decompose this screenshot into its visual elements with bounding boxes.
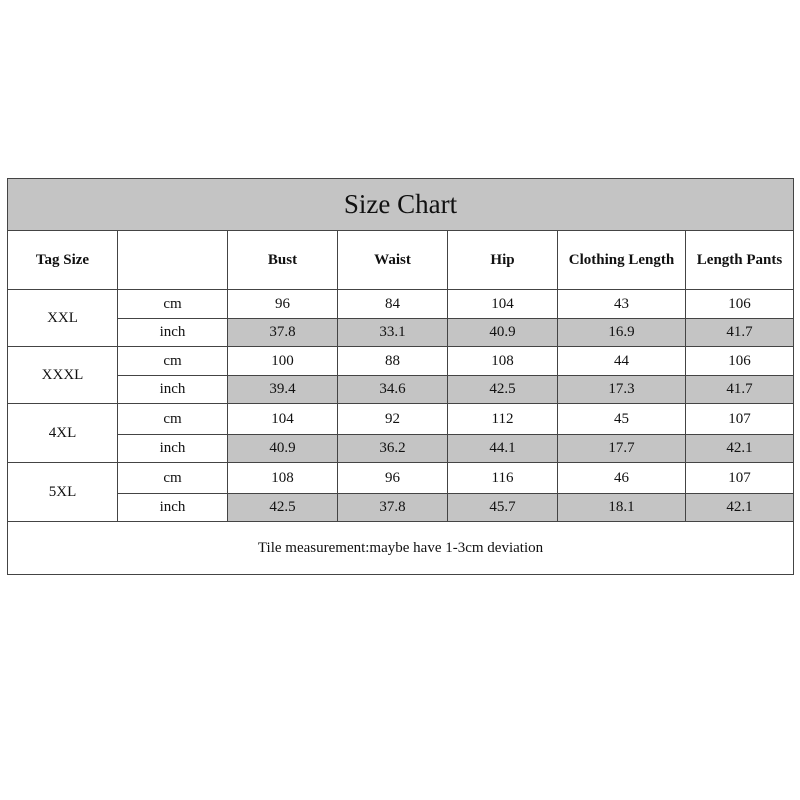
header-row <box>8 231 794 290</box>
col-header-bust: Bust <box>228 231 338 290</box>
table-row <box>8 319 794 347</box>
measurement-cell: 84 <box>338 290 448 319</box>
measurement-cell: 40.9 <box>228 435 338 463</box>
size-tag-cell: XXL <box>8 290 118 347</box>
table-row <box>8 463 794 494</box>
table-row <box>8 290 794 319</box>
unit-cell: inch <box>118 376 228 404</box>
table-row <box>8 376 794 404</box>
measurement-cell: 46 <box>558 463 686 494</box>
table-row <box>8 347 794 376</box>
measurement-cell: 92 <box>338 404 448 435</box>
unit-cell: cm <box>118 404 228 435</box>
table-row <box>8 494 794 522</box>
measurement-cell: 107 <box>686 463 794 494</box>
measurement-cell: 44.1 <box>448 435 558 463</box>
unit-cell: inch <box>118 435 228 463</box>
col-header-clothing-length: Clothing Length <box>558 231 686 290</box>
col-header-length-pants: Length Pants <box>686 231 794 290</box>
unit-cell: inch <box>118 494 228 522</box>
measurement-cell: 96 <box>228 290 338 319</box>
measurement-cell: 42.5 <box>228 494 338 522</box>
measurement-cell: 96 <box>338 463 448 494</box>
measurement-cell: 40.9 <box>448 319 558 347</box>
measurement-cell: 41.7 <box>686 319 794 347</box>
size-chart-table <box>7 178 794 575</box>
size-tag-cell: 5XL <box>8 463 118 522</box>
measurement-cell: 17.7 <box>558 435 686 463</box>
measurement-note: Tile measurement:maybe have 1-3cm deviation <box>8 522 794 575</box>
measurement-cell: 43 <box>558 290 686 319</box>
measurement-cell: 104 <box>448 290 558 319</box>
measurement-cell: 45.7 <box>448 494 558 522</box>
measurement-cell: 106 <box>686 347 794 376</box>
col-header-unit <box>118 231 228 290</box>
table-row <box>8 404 794 435</box>
measurement-cell: 106 <box>686 290 794 319</box>
unit-cell: cm <box>118 347 228 376</box>
unit-cell: cm <box>118 290 228 319</box>
chart-title: Size Chart <box>8 179 794 231</box>
measurement-cell: 104 <box>228 404 338 435</box>
measurement-cell: 42.5 <box>448 376 558 404</box>
unit-cell: cm <box>118 463 228 494</box>
measurement-cell: 18.1 <box>558 494 686 522</box>
measurement-cell: 42.1 <box>686 494 794 522</box>
measurement-cell: 34.6 <box>338 376 448 404</box>
measurement-cell: 37.8 <box>228 319 338 347</box>
measurement-cell: 108 <box>448 347 558 376</box>
col-header-waist: Waist <box>338 231 448 290</box>
unit-cell: inch <box>118 319 228 347</box>
measurement-cell: 39.4 <box>228 376 338 404</box>
measurement-cell: 44 <box>558 347 686 376</box>
measurement-cell: 108 <box>228 463 338 494</box>
measurement-cell: 17.3 <box>558 376 686 404</box>
measurement-cell: 42.1 <box>686 435 794 463</box>
size-tag-cell: XXXL <box>8 347 118 404</box>
measurement-cell: 36.2 <box>338 435 448 463</box>
measurement-cell: 116 <box>448 463 558 494</box>
measurement-cell: 107 <box>686 404 794 435</box>
measurement-cell: 16.9 <box>558 319 686 347</box>
col-header-hip: Hip <box>448 231 558 290</box>
measurement-cell: 88 <box>338 347 448 376</box>
measurement-cell: 45 <box>558 404 686 435</box>
measurement-cell: 33.1 <box>338 319 448 347</box>
col-header-tag-size: Tag Size <box>8 231 118 290</box>
measurement-cell: 100 <box>228 347 338 376</box>
table-row <box>8 435 794 463</box>
measurement-cell: 37.8 <box>338 494 448 522</box>
measurement-cell: 41.7 <box>686 376 794 404</box>
size-tag-cell: 4XL <box>8 404 118 463</box>
measurement-cell: 112 <box>448 404 558 435</box>
